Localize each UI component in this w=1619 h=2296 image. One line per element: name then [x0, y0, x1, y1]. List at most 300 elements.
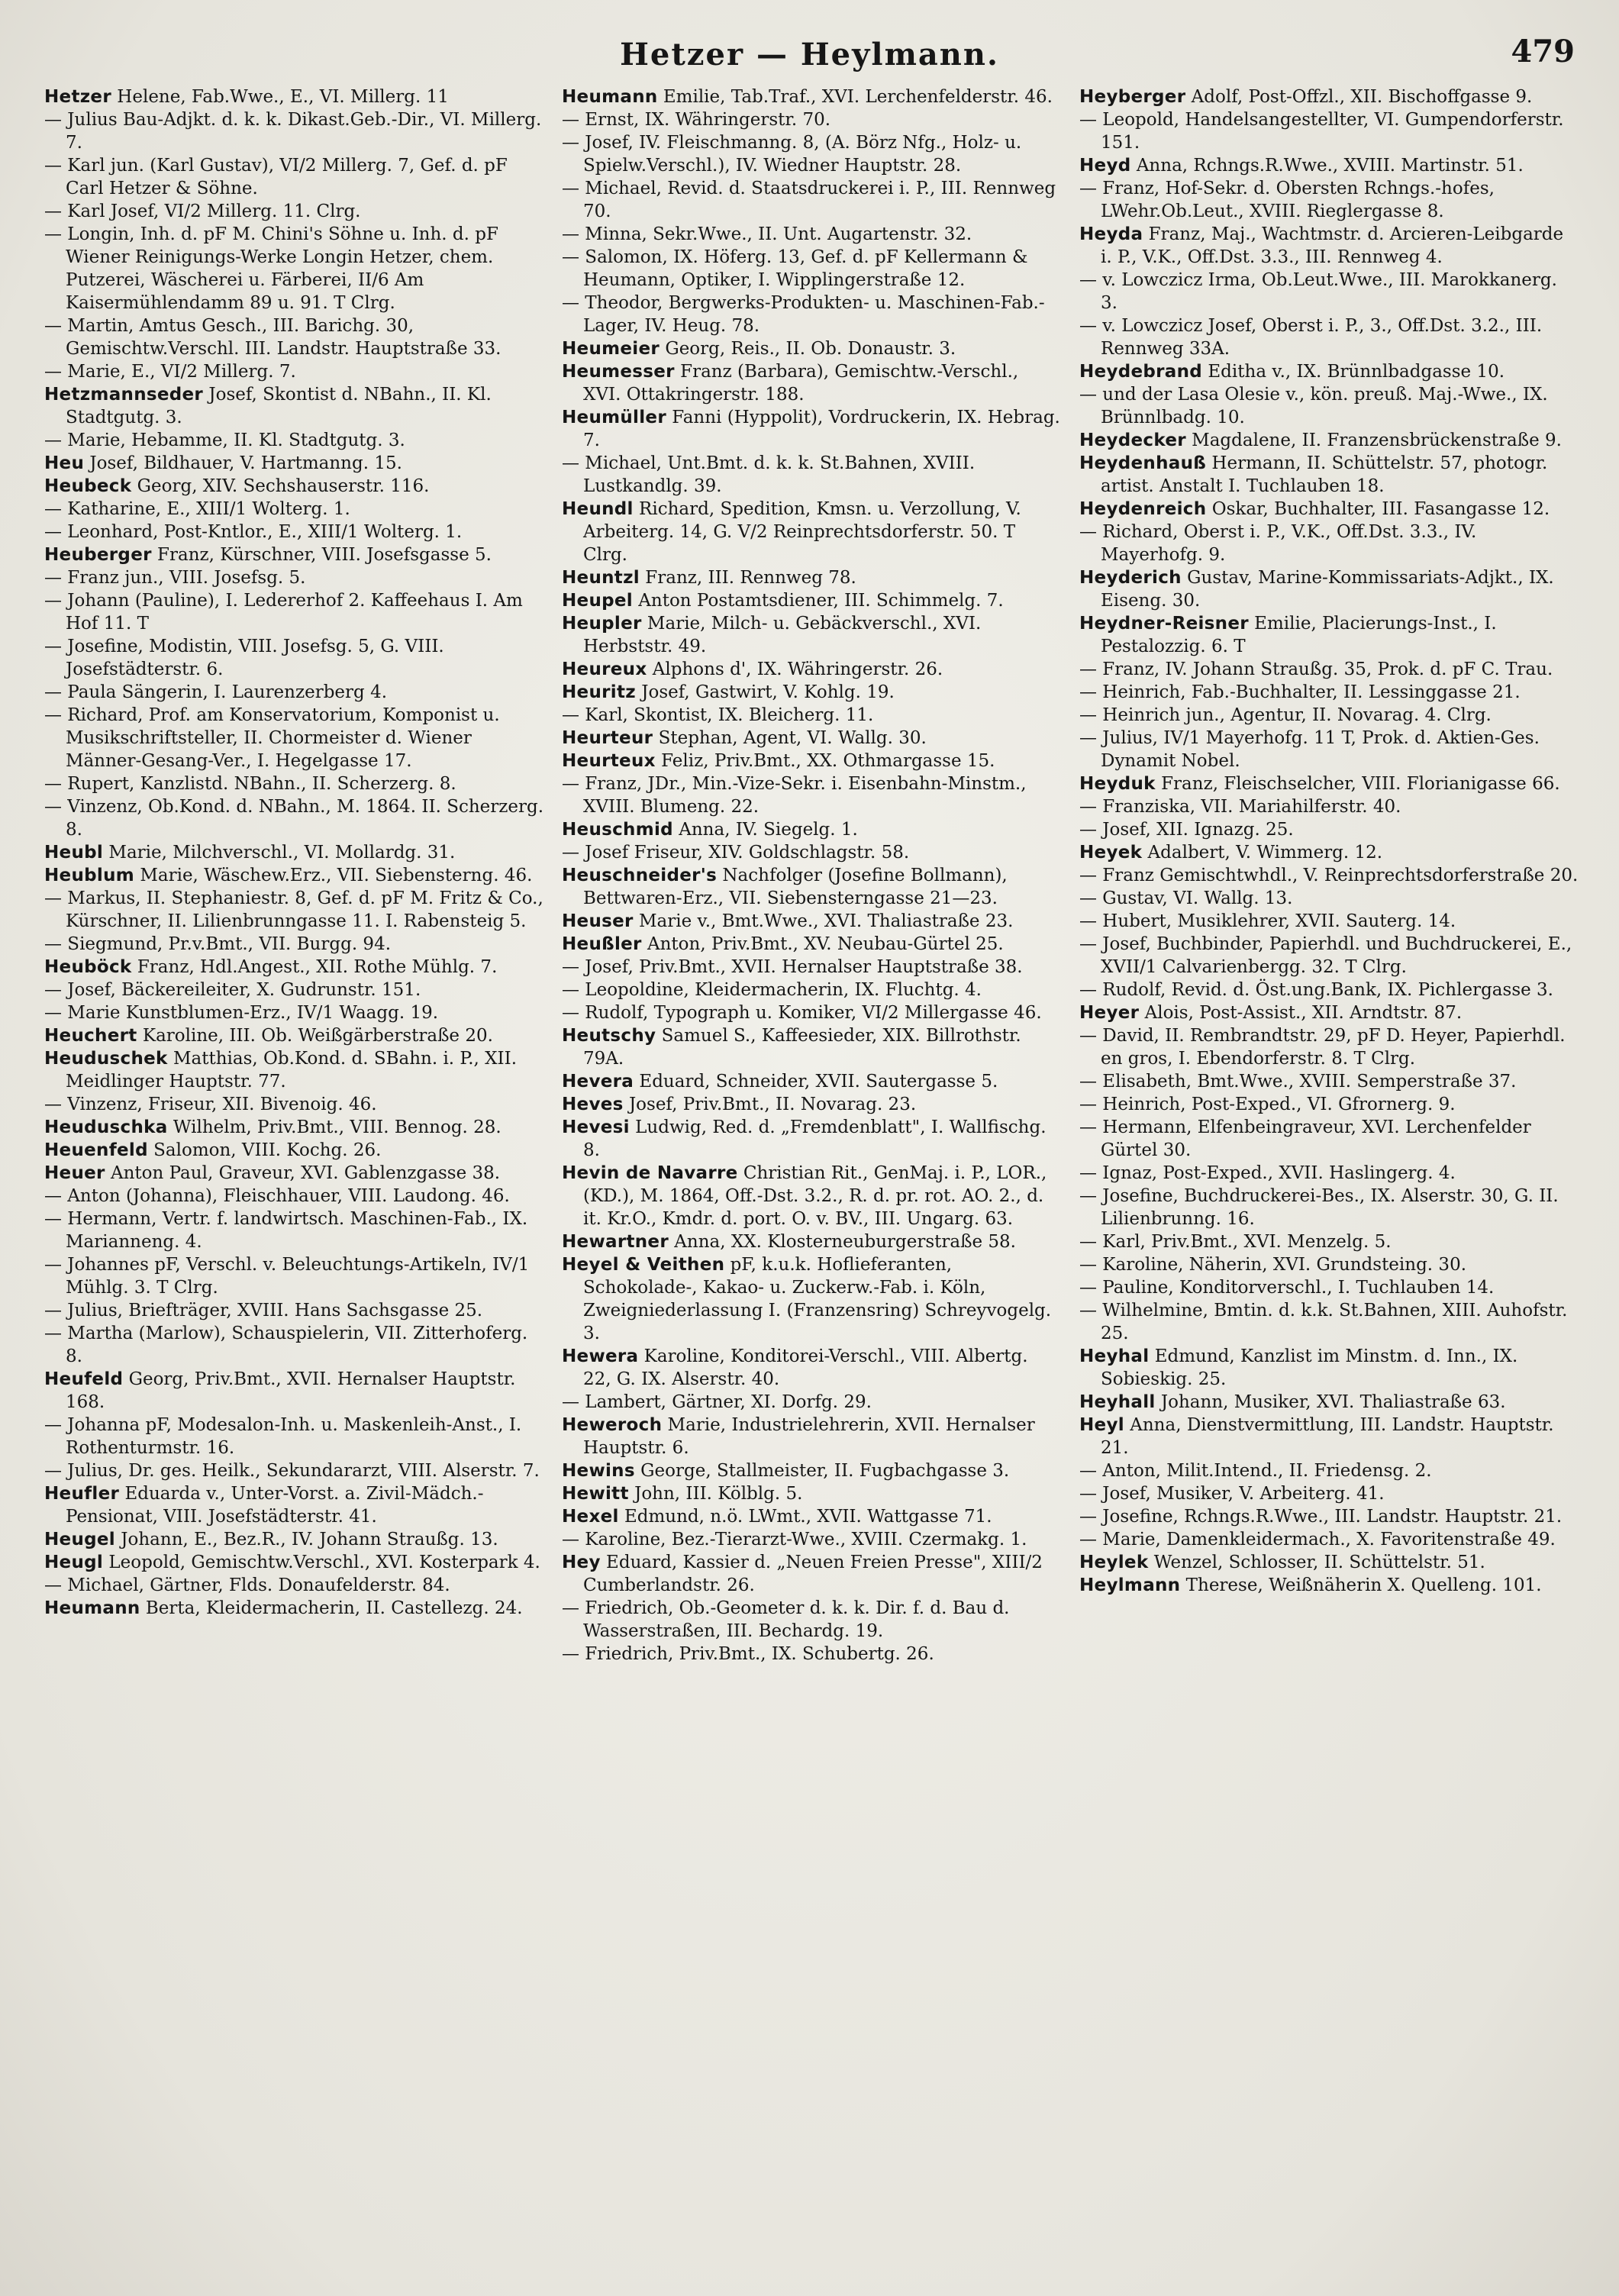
entry-details: — Rudolf, Typograph u. Komiker, VI/2 Millergasse 46.	[562, 1003, 1042, 1023]
entry-details: — Marie, Damenkleidermach., X. Favoritenstraße 49.	[1079, 1530, 1556, 1549]
entry-details: Josef, Skontist d. NBahn., II. Kl. Stadtgutg. 3.	[66, 385, 492, 427]
entry-details: — Josef, Priv.Bmt., XVII. Hernalser Hauptstraße 38.	[562, 957, 1023, 977]
directory-entry	[1079, 1070, 1579, 1093]
entry-details: — Ignaz, Post-Exped., XVII. Haslingerg. 4.	[1079, 1163, 1456, 1183]
entry-surname: Heyd	[1079, 156, 1131, 176]
entry-details: — Leonhard, Post-Kntlor., E., XIII/1 Wolterg. 1.	[44, 522, 463, 542]
entry-surname: Heuschneider's	[562, 866, 718, 885]
directory-entry	[44, 154, 543, 200]
entry-surname: Heweroch	[562, 1415, 663, 1435]
entry-surname: Heydebrand	[1079, 362, 1203, 382]
directory-entry	[1079, 154, 1579, 177]
entry-details: — Anton, Milit.Intend., II. Friedensg. 2.	[1079, 1461, 1432, 1481]
entry-details: Franz, Kürschner, VIII. Josefsgasse 5.	[151, 545, 492, 565]
entry-details: Anna, Rchngs.R.Wwe., XVIII. Martinstr. 51.	[1130, 156, 1524, 176]
entry-details: — Josef, XII. Ignazg. 25.	[1079, 820, 1294, 840]
entry-surname: Heyer	[1079, 1003, 1140, 1023]
directory-entry	[44, 887, 543, 933]
directory-entry	[44, 498, 543, 521]
directory-entry	[44, 1459, 543, 1482]
directory-entry	[1079, 1253, 1579, 1276]
directory-entry	[1079, 1001, 1579, 1024]
entry-details: — Franz, IV. Johann Straußg. 35, Prok. d. pF C. Trau.	[1079, 659, 1553, 679]
directory-entry	[1079, 795, 1579, 818]
directory-entry	[1079, 864, 1579, 887]
directory-entry	[44, 1162, 543, 1185]
entry-surname: Heylek	[1079, 1553, 1149, 1572]
entry-details: — Franz, Hof-Sekr. d. Obersten Rchngs.-hofes, LWehr.Ob.Leut., XVIII. Rieglergasse 8.	[1079, 179, 1495, 221]
entry-details: Fanni (Hyppolit), Vordruckerin, IX. Hebrag. 7.	[583, 408, 1060, 450]
directory-entry	[562, 704, 1061, 727]
entry-details: — Richard, Prof. am Konservatorium, Komponist u. Musikschriftsteller, II. Chormeister d. Wiener Männer-Gesang-Ver., I. Hegelgasse 17.	[44, 705, 500, 771]
directory-entry	[1079, 841, 1579, 864]
directory-entry	[44, 223, 543, 314]
entry-details: Marie, Milch- u. Gebäckverschl., XVI. Herbststr. 49.	[583, 614, 982, 656]
entry-details: — Johann (Pauline), I. Ledererhof 2. Kaffeehaus I. Am Hof 11. T	[44, 591, 523, 634]
directory-entry	[44, 1322, 543, 1368]
entry-details: Josef, Bildhauer, V. Hartmanng. 15.	[84, 453, 402, 473]
entry-surname: Heyberger	[1079, 87, 1186, 107]
directory-entry	[1079, 452, 1579, 498]
directory-entry	[44, 1024, 543, 1047]
directory-entry	[1079, 108, 1579, 154]
directory-entry	[562, 360, 1061, 406]
directory-entry	[562, 131, 1061, 177]
entry-details: Franz, Hdl.Angest., XII. Rothe Mühlg. 7.	[131, 957, 498, 977]
entry-surname: Heumann	[44, 1598, 140, 1618]
entry-details: Salomon, VIII. Kochg. 26.	[147, 1140, 382, 1160]
directory-entry	[562, 612, 1061, 658]
directory-entry	[1079, 933, 1579, 979]
entry-details: Marie, Industrielehrerin, XVII. Hernalser Hauptstr. 6.	[583, 1415, 1035, 1458]
entry-details: — David, II. Rembrandtstr. 29, pF D. Heyer, Papierhdl. en gros, I. Ebendorferstr. 8. T Clrg.	[1079, 1026, 1566, 1069]
entry-details: Emilie, Tab.Traf., XVI. Lerchenfelderstr. 46.	[657, 87, 1053, 107]
entry-details: Gustav, Marine-Kommissariats-Adjkt., IX. Eiseng. 30.	[1101, 568, 1554, 611]
directory-entry	[44, 1185, 543, 1208]
entry-surname: Heydenreich	[1079, 499, 1207, 519]
entry-surname: Hewera	[562, 1346, 639, 1366]
entry-details: — Anton (Johanna), Fleischhauer, VIII. Laudong. 46.	[44, 1186, 510, 1206]
entry-surname: Heugl	[44, 1553, 104, 1572]
entry-surname: Heumüller	[562, 408, 666, 427]
directory-entry	[44, 475, 543, 498]
entry-surname: Heurteur	[562, 728, 653, 748]
directory-entry	[562, 498, 1061, 566]
directory-entry	[562, 1162, 1061, 1230]
directory-entry	[562, 681, 1061, 704]
directory-entry	[562, 246, 1061, 292]
entry-surname: Heußler	[562, 934, 642, 954]
entry-details: — Josef Friseur, XIV. Goldschlagstr. 58.	[562, 843, 910, 863]
entry-details: — Lambert, Gärtner, XI. Dorfg. 29.	[562, 1392, 872, 1412]
entry-details: — Josef, Buchbinder, Papierhdl. und Buchdruckerei, E., XVII/1 Calvarienbergg. 32. T Clrg.	[1079, 934, 1572, 977]
directory-entry	[1079, 1230, 1579, 1253]
entry-surname: Heublum	[44, 866, 135, 885]
directory-entry	[562, 818, 1061, 841]
directory-entry	[44, 1253, 543, 1299]
entry-details: — Josefine, Modistin, VIII. Josefsg. 5, G. VIII. Josefstädterstr. 6.	[44, 637, 444, 679]
directory-entry	[44, 704, 543, 772]
directory-entry	[562, 1459, 1061, 1482]
directory-entry	[1079, 269, 1579, 314]
entry-details: — Katharine, E., XIII/1 Wolterg. 1.	[44, 499, 350, 519]
entry-details: — Michael, Gärtner, Flds. Donaufelderstr. 84.	[44, 1575, 450, 1595]
directory-entry	[44, 452, 543, 475]
entry-details: Franz (Barbara), Gemischtw.-Verschl., XVI. Ottakringerstr. 188.	[583, 362, 1019, 405]
entry-details: — Vinzenz, Friseur, XII. Bivenoig. 46.	[44, 1095, 377, 1114]
directory-entry	[1079, 1391, 1579, 1414]
directory-entry	[1079, 658, 1579, 681]
directory-entry	[44, 1116, 543, 1139]
directory-entry	[562, 1345, 1061, 1391]
directory-entry	[44, 1574, 543, 1597]
entry-surname: Hey	[562, 1553, 601, 1572]
entry-details: Karoline, III. Ob. Weißgärberstraße 20.	[137, 1026, 493, 1046]
directory-entry	[562, 406, 1061, 452]
directory-entry	[44, 1597, 543, 1620]
entry-details: Richard, Spedition, Kmsn. u. Verzollung, V. Arbeiterg. 14, G. V/2 Reinprechtsdorferstr. 50. T Clrg.	[583, 499, 1021, 565]
directory-entry	[1079, 979, 1579, 1001]
entry-surname: Heyduk	[1079, 774, 1156, 794]
entry-details: Georg, Priv.Bmt., XVII. Hernalser Hauptstr. 168.	[66, 1369, 516, 1412]
entry-details: — Johannes pF, Verschl. v. Beleuchtungs-Artikeln, IV/1 Mühlg. 3. T Clrg.	[44, 1255, 530, 1298]
entry-surname: Heumesser	[562, 362, 675, 382]
entry-details: Hermann, II. Schüttelstr. 57, photogr. artist. Anstalt I. Tuchlauben 18.	[1101, 453, 1548, 496]
directory-entry	[1079, 818, 1579, 841]
entry-details: — Julius, Dr. ges. Heilk., Sekundararzt, VIII. Alserstr. 7.	[44, 1461, 540, 1481]
directory-entry	[562, 727, 1061, 750]
directory-entry	[562, 1505, 1061, 1528]
entry-details: — Josef, Bäckereileiter, X. Gudrunstr. 151.	[44, 980, 421, 1000]
entry-details: Johann, Musiker, XVI. Thaliastraße 63.	[1155, 1392, 1506, 1412]
directory-entry	[44, 85, 543, 108]
page-header	[38, 23, 1581, 76]
directory-entry	[44, 1299, 543, 1322]
entry-surname: Heufler	[44, 1484, 120, 1504]
directory-entry	[1079, 1505, 1579, 1528]
entry-details: — Karl Josef, VI/2 Millerg. 11. Clrg.	[44, 202, 361, 221]
directory-entry	[44, 1047, 543, 1093]
directory-entry	[44, 521, 543, 543]
directory-entry	[1079, 1185, 1579, 1230]
entry-surname: Heuduschek	[44, 1049, 168, 1069]
entry-details: Feliz, Priv.Bmt., XX. Othmargasse 15.	[655, 751, 995, 771]
directory-entry	[1079, 772, 1579, 795]
entry-surname: Heurteux	[562, 751, 656, 771]
running-head: Hetzer — Heylmann.	[620, 37, 999, 73]
directory-entry	[562, 1116, 1061, 1162]
entry-surname: Hetzer	[44, 87, 111, 107]
column-middle	[562, 85, 1061, 2284]
entry-details: Nachfolger (Josefine Bollmann), Bettwaren-Erz., VII. Siebensterngasse 21—23.	[583, 866, 1008, 908]
directory-entry	[1079, 223, 1579, 269]
entry-surname: Heyhal	[1079, 1346, 1150, 1366]
entry-details: — Marie, Hebamme, II. Kl. Stadtgutg. 3.	[44, 430, 405, 450]
directory-entry	[562, 979, 1061, 1001]
entry-surname: Heumann	[562, 87, 658, 107]
entry-details: — Hubert, Musiklehrer, XVII. Sauterg. 14.	[1079, 911, 1456, 931]
entry-surname: Heutschy	[562, 1026, 656, 1046]
entry-surname: Heubeck	[44, 476, 132, 496]
entry-details: — Josef, Musiker, V. Arbeiterg. 41.	[1079, 1484, 1385, 1504]
entry-surname: Hevesi	[562, 1117, 630, 1137]
directory-entry	[1079, 887, 1579, 910]
directory-entry	[1079, 1551, 1579, 1574]
entry-surname: Hewitt	[562, 1484, 629, 1504]
entry-surname: Heuenfeld	[44, 1140, 148, 1160]
directory-entry	[1079, 177, 1579, 223]
directory-entry	[562, 933, 1061, 956]
column-right	[1079, 85, 1579, 2284]
directory-entry	[1079, 383, 1579, 429]
page-number: 479	[1511, 34, 1575, 69]
entry-details: — Richard, Oberst i. P., V.K., Off.Dst. 3.3., IV. Mayerhofg. 9.	[1079, 522, 1477, 565]
directory-entry	[1079, 1482, 1579, 1505]
directory-entry	[1079, 360, 1579, 383]
directory-entry	[1079, 612, 1579, 658]
entry-details: — Karl, Skontist, IX. Bleicherg. 11.	[562, 705, 874, 725]
directory-entry	[1079, 566, 1579, 612]
entry-surname: Heupler	[562, 614, 642, 634]
entry-details: Eduard, Schneider, XVII. Sautergasse 5.	[634, 1072, 998, 1092]
directory-entry	[1079, 1116, 1579, 1162]
entry-details: Franz, III. Rennweg 78.	[639, 568, 856, 588]
entry-details: — Franz Gemischtwhdl., V. Reinprechtsdorferstraße 20.	[1079, 866, 1579, 885]
directory-entry	[562, 910, 1061, 933]
directory-entry	[44, 841, 543, 864]
entry-surname: Heubl	[44, 843, 104, 863]
entry-details: Marie, Milchverschl., VI. Mollardg. 31.	[103, 843, 456, 863]
directory-entry	[562, 864, 1061, 910]
entry-details: Oskar, Buchhalter, III. Fasangasse 12.	[1206, 499, 1550, 519]
directory-entry	[562, 1001, 1061, 1024]
entry-details: Franz, Maj., Wachtmstr. d. Arcieren-Leibgarde i. P., V.K., Off.Dst. 3.3., III. Rennweg 4.	[1101, 224, 1564, 267]
entry-surname: Heuduschka	[44, 1117, 168, 1137]
entry-details: Georg, Reis., II. Ob. Donaustr. 3.	[660, 339, 956, 359]
entry-surname: Heyel & Veithen	[562, 1255, 725, 1275]
directory-entry	[562, 1093, 1061, 1116]
directory-entry	[44, 360, 543, 383]
entry-details: — Minna, Sekr.Wwe., II. Unt. Augartenstr. 32.	[562, 224, 972, 244]
directory-entry	[44, 772, 543, 795]
entry-details: Magdalene, II. Franzensbrückenstraße 9.	[1185, 430, 1562, 450]
entry-details: — Marie Kunstblumen-Erz., IV/1 Waagg. 19.	[44, 1003, 439, 1023]
directory-entry	[562, 1253, 1061, 1345]
entry-details: Josef, Gastwirt, V. Kohlg. 19.	[635, 682, 895, 702]
directory-entry	[1079, 429, 1579, 452]
directory-entry	[44, 1093, 543, 1116]
entry-details: — Vinzenz, Ob.Kond. d. NBahn., M. 1864. II. Scherzerg. 8.	[44, 797, 543, 840]
directory-entry	[44, 1368, 543, 1414]
directory-entry	[562, 589, 1061, 612]
directory-entry	[562, 956, 1061, 979]
directory-entry	[44, 1551, 543, 1574]
directory-entry	[1079, 498, 1579, 521]
entry-details: Marie, Wäschew.Erz., VII. Siebensterng. 46.	[134, 866, 533, 885]
entry-details: — Martha (Marlow), Schauspielerin, VII. Zitterhoferg. 8.	[44, 1324, 528, 1366]
entry-details: — Michael, Unt.Bmt. d. k. k. St.Bahnen, XVIII. Lustkandlg. 39.	[562, 453, 976, 496]
entry-details: — v. Lowczicz Josef, Oberst i. P., 3., Off.Dst. 3.2., III. Rennweg 33A.	[1079, 316, 1543, 359]
entry-details: — Julius Bau-Adjkt. d. k. k. Dikast.Geb.-Dir., VI. Millerg. 7.	[44, 110, 542, 153]
directory-entry	[44, 1528, 543, 1551]
directory-entry	[1079, 85, 1579, 108]
directory-entry	[562, 177, 1061, 223]
directory-entry	[562, 772, 1061, 818]
entry-details: Stephan, Agent, VI. Wallg. 30.	[653, 728, 927, 748]
entry-surname: Heydenhauß	[1079, 453, 1207, 473]
entry-details: — Leopoldine, Kleidermacherin, IX. Fluchtg. 4.	[562, 980, 982, 1000]
directory-entry	[44, 429, 543, 452]
entry-details: Alphons d', IX. Währingerstr. 26.	[647, 659, 943, 679]
entry-details: — Heinrich jun., Agentur, II. Novarag. 4. Clrg.	[1079, 705, 1492, 725]
entry-details: Karoline, Konditorei-Verschl., VIII. Albertg. 22, G. IX. Alserstr. 40.	[583, 1346, 1028, 1389]
entry-surname: Heyl	[1079, 1415, 1124, 1435]
entry-surname: Heuser	[562, 911, 634, 931]
directory-entry	[44, 566, 543, 589]
entry-details: — Heinrich, Fab.-Buchhalter, II. Lessinggasse 21.	[1079, 682, 1521, 702]
entry-surname: Heundl	[562, 499, 634, 519]
entry-details: — Franziska, VII. Mariahilferstr. 40.	[1079, 797, 1401, 817]
directory-entry	[44, 200, 543, 223]
entry-details: Anton Postamtsdiener, III. Schimmelg. 7.	[632, 591, 1004, 611]
directory-entry	[1079, 1276, 1579, 1299]
directory-entry	[1079, 1528, 1579, 1551]
directory-entry	[1079, 681, 1579, 704]
directory-entry	[562, 566, 1061, 589]
entry-details: Matthias, Ob.Kond. d. SBahn. i. P., XII. Meidlinger Hauptstr. 77.	[66, 1049, 518, 1092]
directory-entry	[562, 85, 1061, 108]
entry-surname: Heuchert	[44, 1026, 137, 1046]
directory-entry	[562, 223, 1061, 246]
directory-entry	[1079, 521, 1579, 566]
entry-surname: Heuschmid	[562, 820, 673, 840]
entry-surname: Heuböck	[44, 957, 132, 977]
entry-surname: Heufeld	[44, 1369, 124, 1389]
directory-entry	[562, 1230, 1061, 1253]
directory-entry	[562, 1070, 1061, 1093]
directory-entry	[44, 589, 543, 635]
entry-surname: Heyda	[1079, 224, 1143, 244]
entry-details: — Franz, JDr., Min.-Vize-Sekr. i. Eisenbahn-Minstm., XVIII. Blumeng. 22.	[562, 774, 1027, 817]
entry-details: — Rupert, Kanzlistd. NBahn., II. Scherzerg. 8.	[44, 774, 456, 794]
entry-details: Helene, Fab.Wwe., E., VI. Millerg. 11	[111, 87, 449, 107]
directory-entry	[44, 383, 543, 429]
entry-details: Samuel S., Kaffeesieder, XIX. Billrothstr. 79A.	[583, 1026, 1021, 1069]
directory-entry	[562, 1391, 1061, 1414]
directory-entry	[44, 956, 543, 979]
entry-details: — Heinrich, Post-Exped., VI. Gfrornerg. 9.	[1079, 1095, 1456, 1114]
entry-details: Franz, Fleischselcher, VIII. Florianigasse 66.	[1155, 774, 1560, 794]
entry-details: — Julius, IV/1 Mayerhofg. 11 T, Prok. d. Aktien-Ges. Dynamit Nobel.	[1079, 728, 1540, 771]
entry-details: John, III. Kölblg. 5.	[628, 1484, 803, 1504]
entry-details: Leopold, Gemischtw.Verschl., XVI. Kosterpark 4.	[103, 1553, 540, 1572]
directory-entry	[1079, 1345, 1579, 1391]
directory-entry	[1079, 1093, 1579, 1116]
entry-details: — Karl jun. (Karl Gustav), VI/2 Millerg. 7, Gef. d. pF Carl Hetzer & Söhne.	[44, 156, 508, 198]
entry-details: Alois, Post-Assist., XII. Arndtstr. 87.	[1139, 1003, 1463, 1023]
entry-details: — Hermann, Elfenbeingraveur, XVI. Lerchenfelder Gürtel 30.	[1079, 1117, 1531, 1160]
directory-entry	[44, 108, 543, 154]
entry-details: — Josefine, Buchdruckerei-Bes., IX. Alserstr. 30, G. II. Lilienbrunng. 16.	[1079, 1186, 1559, 1229]
directory-entry	[562, 1024, 1061, 1070]
entry-details: Edmund, n.ö. LWmt., XVII. Wattgasse 71.	[618, 1507, 992, 1527]
directory-entry	[562, 658, 1061, 681]
entry-details: — Karoline, Bez.-Tierarzt-Wwe., XVIII. Czermakg. 1.	[562, 1530, 1027, 1549]
directory-entry	[44, 864, 543, 887]
entry-surname: Heyek	[1079, 843, 1143, 863]
directory-entry	[44, 979, 543, 1001]
entry-details: — Siegmund, Pr.v.Bmt., VII. Burgg. 94.	[44, 934, 392, 954]
entry-details: George, Stallmeister, II. Fugbachgasse 3.	[634, 1461, 1010, 1481]
directory-entry	[44, 1001, 543, 1024]
entry-details: Eduarda v., Unter-Vorst. a. Zivil-Mädch.-Pensionat, VIII. Josefstädterstr. 41.	[66, 1484, 484, 1527]
entry-details: Editha v., IX. Brünnlbadgasse 10.	[1202, 362, 1505, 382]
directory-entry	[44, 314, 543, 360]
entry-details: — Longin, Inh. d. pF M. Chini's Söhne u. Inh. d. pF Wiener Reinigungs-Werke Longin Hetzer, chem. Putzerei, Wäscherei u. Färberei, II/6 Am Kaisermühlendamm 89 u. 91. T Clrg.	[44, 224, 498, 313]
entry-details: Wenzel, Schlosser, II. Schüttelstr. 51.	[1148, 1553, 1485, 1572]
entry-details: Berta, Kleidermacherin, II. Castellezg. 24.	[140, 1598, 523, 1618]
directory-entry	[1079, 1414, 1579, 1459]
directory-entry	[1079, 1459, 1579, 1482]
entry-details: — Friedrich, Ob.-Geometer d. k. k. Dir. f. d. Bau d. Wasserstraßen, III. Bechardg. 19.	[562, 1598, 1010, 1641]
entry-details: Adalbert, V. Wimmerg. 12.	[1142, 843, 1383, 863]
entry-details: — Franz jun., VIII. Josefsg. 5.	[44, 568, 306, 588]
entry-details: — Marie, E., VI/2 Millerg. 7.	[44, 362, 296, 382]
entry-details: — Paula Sängerin, I. Laurenzerberg 4.	[44, 682, 388, 702]
directory-entry	[44, 795, 543, 841]
entry-details: — Leopold, Handelsangestellter, VI. Gumpendorferstr. 151.	[1079, 110, 1564, 153]
entry-details: Josef, Priv.Bmt., II. Novarag. 23.	[623, 1095, 917, 1114]
entry-details: — Rudolf, Revid. d. Öst.ung.Bank, IX. Pichlergasse 3.	[1079, 980, 1553, 1000]
directory-entry	[562, 1414, 1061, 1459]
entry-details: Marie v., Bmt.Wwe., XVI. Thaliastraße 23.	[633, 911, 1014, 931]
entry-details: — Martin, Amtus Gesch., III. Barichg. 30, Gemischtw.Verschl. III. Landstr. Hauptstraße 33.	[44, 316, 502, 359]
entry-details: — Ernst, IX. Währingerstr. 70.	[562, 110, 831, 130]
entry-surname: Hetzmannseder	[44, 385, 204, 405]
entry-surname: Hevin de Navarre	[562, 1163, 738, 1183]
directory-entry	[1079, 1299, 1579, 1345]
directory-entry	[562, 1528, 1061, 1551]
column-left	[44, 85, 543, 2284]
entry-details: — Julius, Briefträger, XVIII. Hans Sachsgasse 25.	[44, 1301, 483, 1321]
entry-surname: Heuer	[44, 1163, 105, 1183]
entry-surname: Heuntzl	[562, 568, 640, 588]
entry-details: — Josef, IV. Fleischmanng. 8, (A. Börz Nfg., Holz- u. Spielw.Verschl.), IV. Wiedner Hauptstr. 28.	[562, 133, 1022, 176]
entry-details: Eduard, Kassier d. „Neuen Freien Presse", XIII/2 Cumberlandstr. 26.	[583, 1553, 1043, 1595]
directory-entry	[562, 1643, 1061, 1666]
entry-details: Emilie, Placierungs-Inst., I. Pestalozzig. 6. T	[1101, 614, 1497, 656]
entry-details: Anna, XX. Klosterneuburgerstraße 58.	[668, 1232, 1016, 1252]
directory-entry	[44, 1139, 543, 1162]
directory-entry	[562, 337, 1061, 360]
entry-details: — Michael, Revid. d. Staatsdruckerei i. P., III. Rennweg 70.	[562, 179, 1056, 221]
entry-details: — v. Lowczicz Irma, Ob.Leut.Wwe., III. Marokkanerg. 3.	[1079, 270, 1557, 313]
entry-details: — Hermann, Vertr. f. landwirtsch. Maschinen-Fab., IX. Marianneng. 4.	[44, 1209, 528, 1252]
entry-details: — Josefine, Rchngs.R.Wwe., III. Landstr. Hauptstr. 21.	[1079, 1507, 1563, 1527]
entry-surname: Hevera	[562, 1072, 634, 1092]
entry-details: — Elisabeth, Bmt.Wwe., XVIII. Semperstraße 37.	[1079, 1072, 1517, 1092]
entry-details: pF, k.u.k. Hoflieferanten, Schokolade-, Kakao- u. Zuckerw.-Fab. i. Köln, Zweigniederlassung I. (Franzensring) Schreyvogelg. 3.	[583, 1255, 1052, 1343]
entry-details: Adolf, Post-Offzl., XII. Bischoffgasse 9.	[1185, 87, 1533, 107]
directory-entry	[1079, 1574, 1579, 1597]
entry-details: — und der Lasa Olesie v., kön. preuß. Maj.-Wwe., IX. Brünnlbadg. 10.	[1079, 385, 1548, 427]
entry-surname: Heuritz	[562, 682, 636, 702]
entry-details: — Karl, Priv.Bmt., XVI. Menzelg. 5.	[1079, 1232, 1392, 1252]
directory-entry	[44, 681, 543, 704]
entry-details: Anna, IV. Siegelg. 1.	[672, 820, 858, 840]
entry-details: — Markus, II. Stephaniestr. 8, Gef. d. pF M. Fritz & Co., Kürschner, II. Lilienbrunngasse 11. I. Rabensteig 5.	[44, 888, 543, 931]
entry-surname: Heupel	[562, 591, 633, 611]
